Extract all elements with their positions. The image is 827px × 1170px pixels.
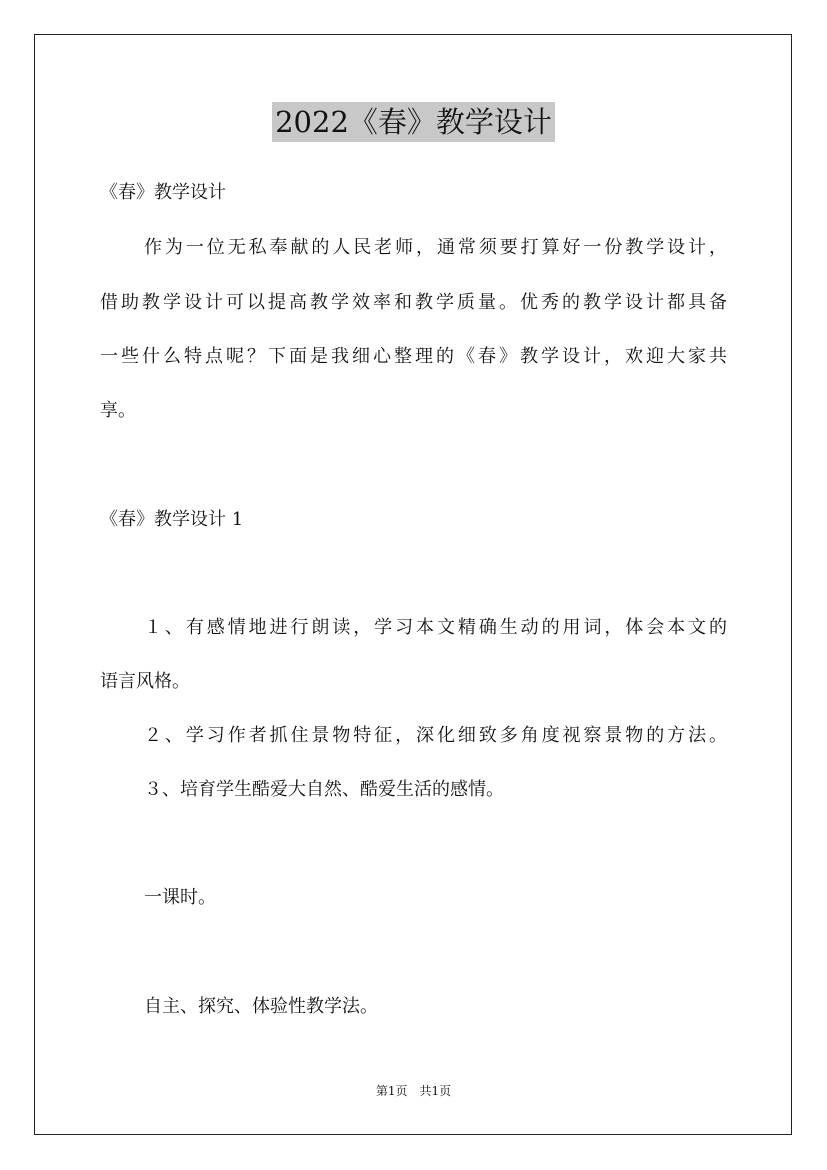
goal-2: ２、学习作者抓住景物特征，深化细致多角度视察景物的方法。 xyxy=(144,725,727,746)
intro-paragraph-line-4: 享。 xyxy=(100,400,136,421)
intro-heading: 《春》教学设计 xyxy=(100,182,226,203)
teaching-method: 自主、探究、体验性教学法。 xyxy=(144,996,378,1017)
page-footer: 第1页 共1页 xyxy=(375,1084,452,1098)
goal-3: ３、培育学生酷爱大自然、酷爱生活的感情。 xyxy=(144,779,504,800)
goal-1-line-2: 语言风格。 xyxy=(100,671,190,692)
goal-1-line-1: １、有感情地进行朗读，学习本文精确生动的用词，体会本文的 xyxy=(144,617,727,638)
document-title: 2022《春》教学设计 xyxy=(272,102,555,142)
intro-paragraph-line-1: 作为一位无私奉献的人民老师，通常须要打算好一份教学设计， xyxy=(144,237,727,258)
title-container xyxy=(0,102,827,142)
intro-paragraph-line-2: 借助教学设计可以提高教学效率和教学质量。优秀的教学设计都具备 xyxy=(100,292,727,313)
section-heading: 《春》教学设计 1 xyxy=(100,509,244,530)
class-hours: 一课时。 xyxy=(144,887,216,908)
intro-paragraph-line-3: 一些什么特点呢？下面是我细心整理的《春》教学设计，欢迎大家共 xyxy=(100,346,727,367)
